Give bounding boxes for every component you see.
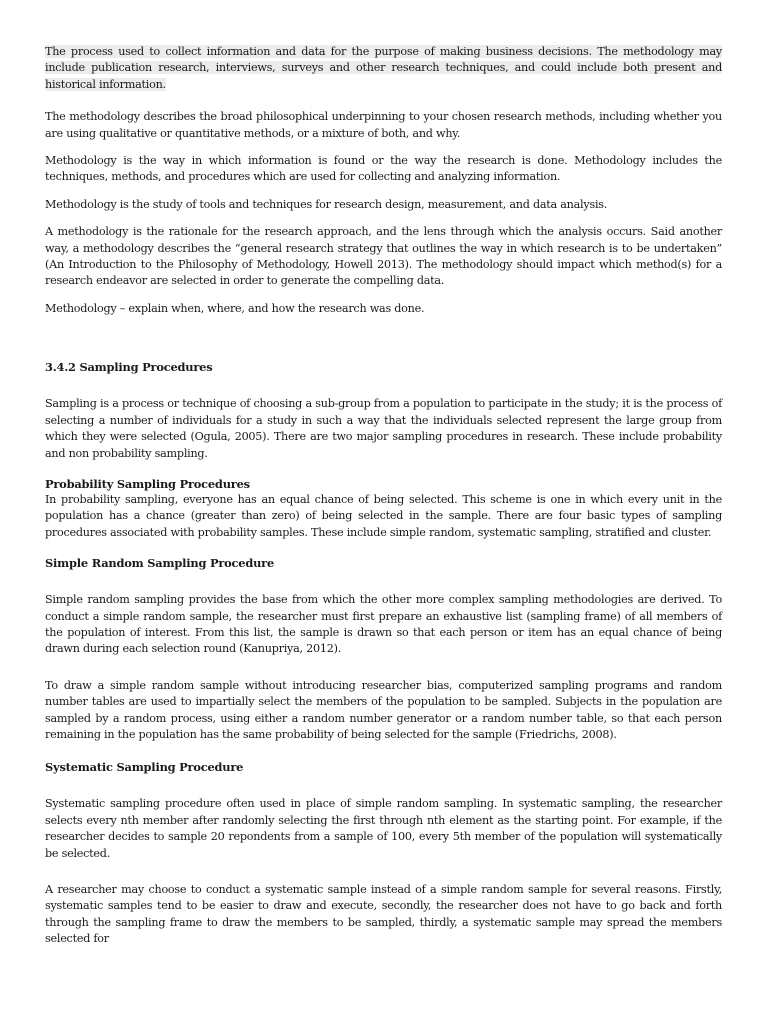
section-heading-sampling: 3.4.2 Sampling Procedures — [45, 360, 213, 375]
paragraph-systematic-1: Systematic sampling procedure often used in place of simple random sampling. In systematic sampling, the researcher selects every nth member after randomly selecting the first through nth element as the starting point. For example, if the researcher decides to sample 20 repondents from a sample of 100, every 5th member of the population will systematically be selected. — [45, 797, 722, 860]
section-heading-probability: Probability Sampling Procedures — [45, 476, 250, 491]
paragraph-systematic-2: A researcher may choose to conduct a systematic sample instead of a simple random sample for several reasons. Firstly, systematic samples tend to be easier to draw and execute, secondly, the researcher does not have to go back and forth through the sampling frame to draw the members to be sampled, thirdly, a systematic sample may spread the members selected for — [45, 883, 722, 946]
paragraph-sampling-intro: Sampling is a process or technique of choosing a sub-group from a population to participate in the study; it is the process of selecting a number of individuals for a study in such a way that the individuals selected represent the large group from which they were selected (Ogula, 2005). There are two major sampling procedures in research. These include probability and non probability sampling. — [45, 397, 722, 460]
paragraph-probability: In probability sampling, everyone has an equal chance of being selected. This scheme is one in which every unit in the population has a chance (greater than zero) of being selected in the sample. There are four basic types of sampling procedures associated with probability samples. These include simple random, systematic sampling, stratified and cluster. — [45, 492, 722, 539]
paragraph-simple-random-2: To draw a simple random sample without introducing researcher bias, computerized sampling programs and random number tables are used to impartially select the members of the population to be sampled. Subjects in the population are sampled by a random process, using either a random number generator or a random number table, so that each person remaining in the population has the same probability of being selected for the sample (Friedrichs, 2008). — [45, 678, 722, 741]
paragraph-simple-random-1: Simple random sampling provides the base from which the other more complex sampling methodologies are derived. To conduct a simple random sample, the researcher must first prepare an exhaustive list (sampling frame) of all members of the population of interest. From this list, the sample is drawn so that each person or item has an equal chance of being drawn during each selection round (Kanupriya, 2012). — [45, 593, 722, 656]
paragraph-methodology-rationale: A methodology is the rationale for the research approach, and the lens through which the analysis occurs. Said another way, a methodology describes the “general research strategy that outlines the way in which research is to be undertaken” (An Introduction to the Philosophy of Methodology, Howell 2013). The methodology should impact which method(s) for a research endeavor are selected in order to generate the compelling data. — [45, 225, 722, 288]
section-heading-simple-random: Simple Random Sampling Procedure — [45, 556, 275, 571]
paragraph-methodology-study: Methodology is the study of tools and techniques for research design, measurement, and data analysis. — [45, 197, 608, 211]
paragraph-methodology-philosophy: The methodology describes the broad philosophical underpinning to your chosen research methods, including whether you are using qualitative or quantitative methods, or a mixture of both, and why. — [45, 110, 722, 140]
document-page — [45, 44, 722, 948]
paragraph-definition-highlighted — [45, 44, 722, 93]
highlighted-text: The process used to collect information and data for the purpose of making business decisions. The methodology may include publication research, interviews, surveys and other research techniques, and could include both present and historical information. — [45, 45, 722, 91]
paragraph-methodology-way: Methodology is the way in which information is found or the way the research is done. Methodology includes the techniques, methods, and procedures which are used for collecting and analyzing information. — [45, 154, 722, 184]
section-heading-systematic: Systematic Sampling Procedure — [45, 760, 244, 775]
paragraph-methodology-explain: Methodology – explain when, where, and how the research was done. — [45, 301, 425, 315]
